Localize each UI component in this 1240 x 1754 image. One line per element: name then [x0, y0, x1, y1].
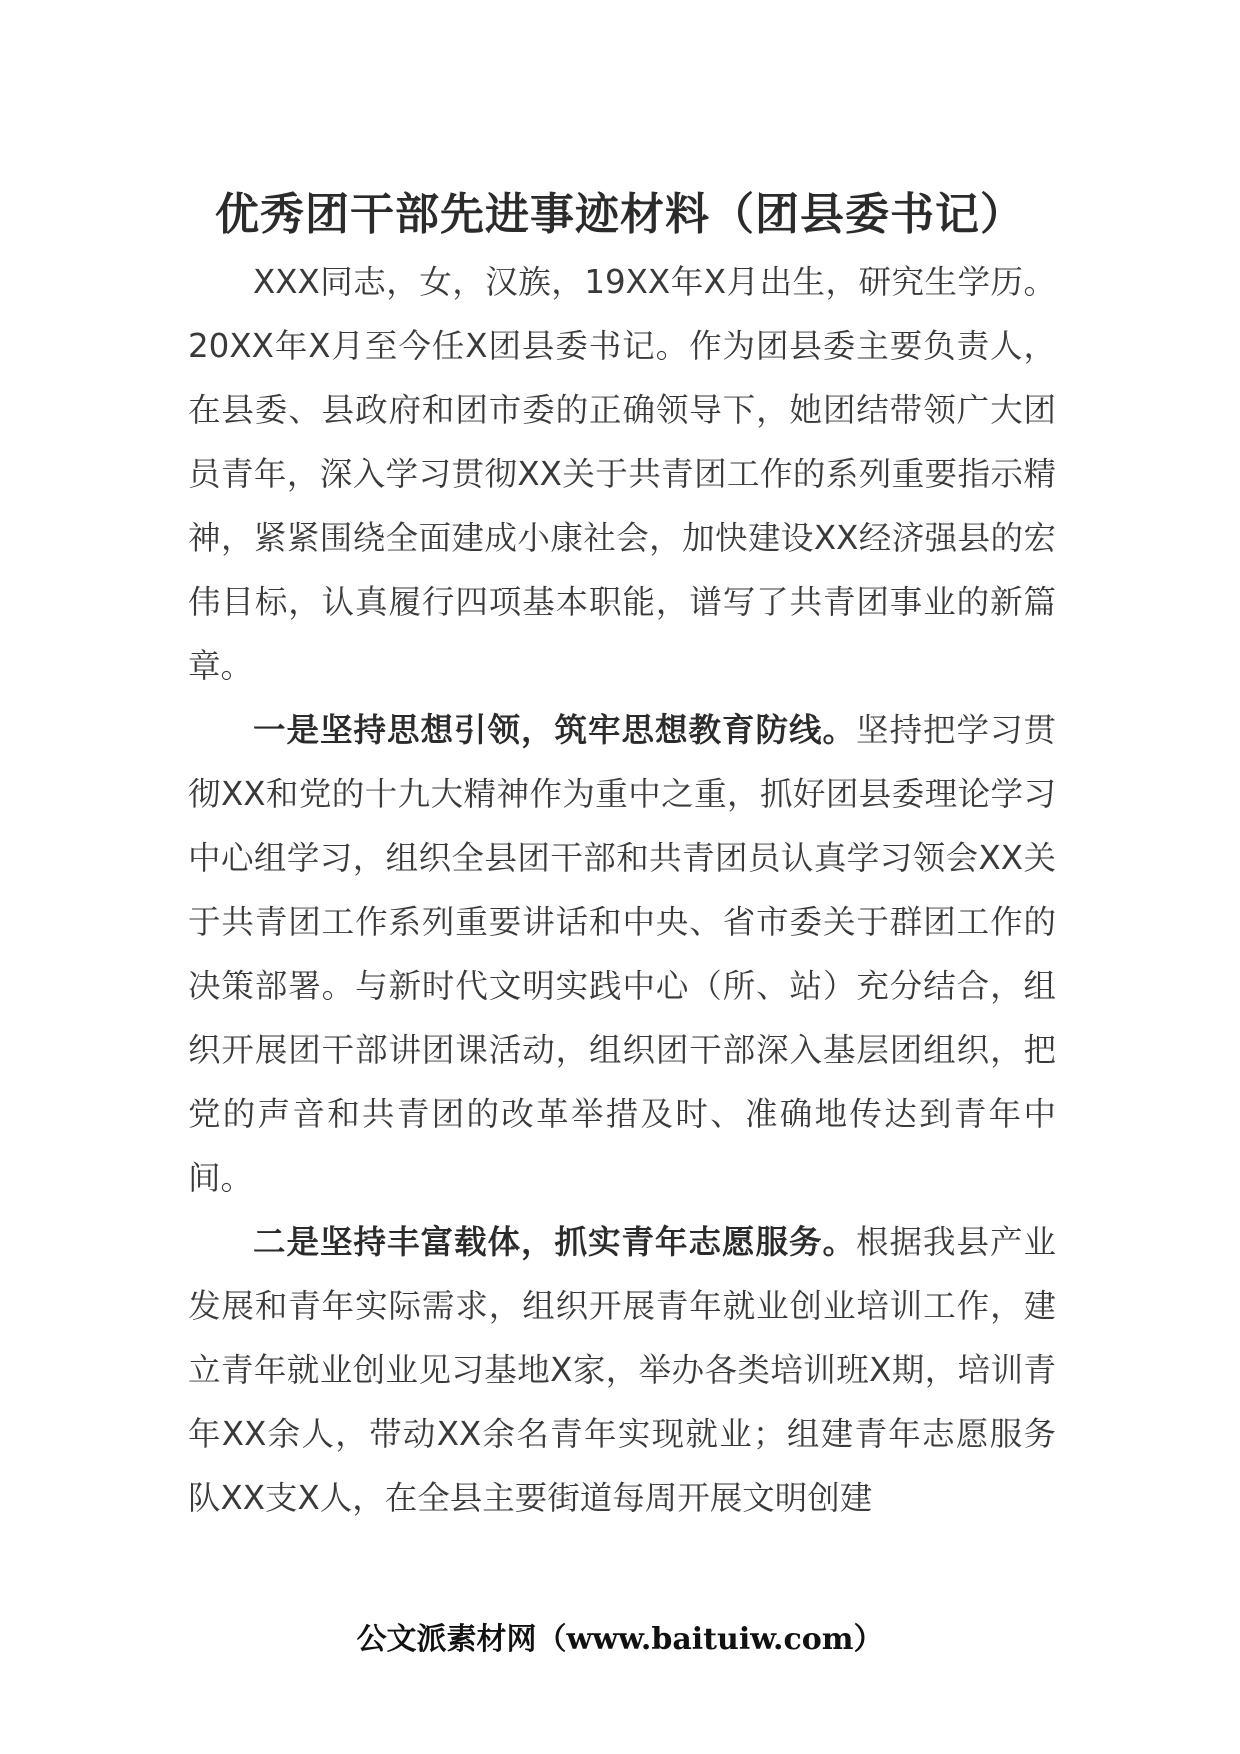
paragraph-text: 根据我县产业发展和青年实际需求，组织开展青年就业创业培训工作，建立青年就业创业见习基地X家，举办各类培训班X期，培训青年XX余人，带动XX余名青年实现就业；组建青年志愿服务队XX支X人，在全县主要街道每周开展文明创建 — [188, 1223, 1056, 1517]
paragraph-volunteer-service — [188, 1210, 1056, 1530]
paragraph-intro — [188, 250, 1056, 698]
document-body — [188, 250, 1056, 1530]
footer-watermark: 公文派素材网（www.baituiw.com） — [356, 1622, 884, 1657]
paragraph-ideological-guidance — [188, 698, 1056, 1210]
paragraph-text: 坚持把学习贯彻XX和党的十九大精神作为重中之重，抓好团县委理论学习中心组学习，组织全县团干部和共青团员认真学习领会XX关于共青团工作系列重要讲话和中央、省市委关于群团工作的决策部署。与新时代文明实践中心（所、站）充分结合，组织开展团干部讲团课活动，组织团干部深入基层团组织，把党的声音和共青团的改革举措及时、准确地传达到青年中间。 — [188, 711, 1056, 1197]
paragraph-text: XXX同志，女，汉族，19XX年X月出生，研究生学历。20XX年X月至今任X团县委书记。作为团县委主要负责人，在县委、县政府和团市委的正确领导下，她团结带领广大团员青年，深入学习贯彻XX关于共青团工作的系列重要指示精神，紧紧围绕全面建成小康社会，加快建设XX经济强县的宏伟目标，认真履行四项基本职能，谱写了共青团事业的新篇章。 — [188, 263, 1056, 685]
paragraph-lead: 二是坚持丰富载体，抓实青年志愿服务。 — [253, 1223, 856, 1261]
paragraph-lead: 一是坚持思想引领，筑牢思想教育防线。 — [253, 711, 856, 749]
document-title: 优秀团干部先进事迹材料（团县委书记） — [215, 189, 1025, 240]
